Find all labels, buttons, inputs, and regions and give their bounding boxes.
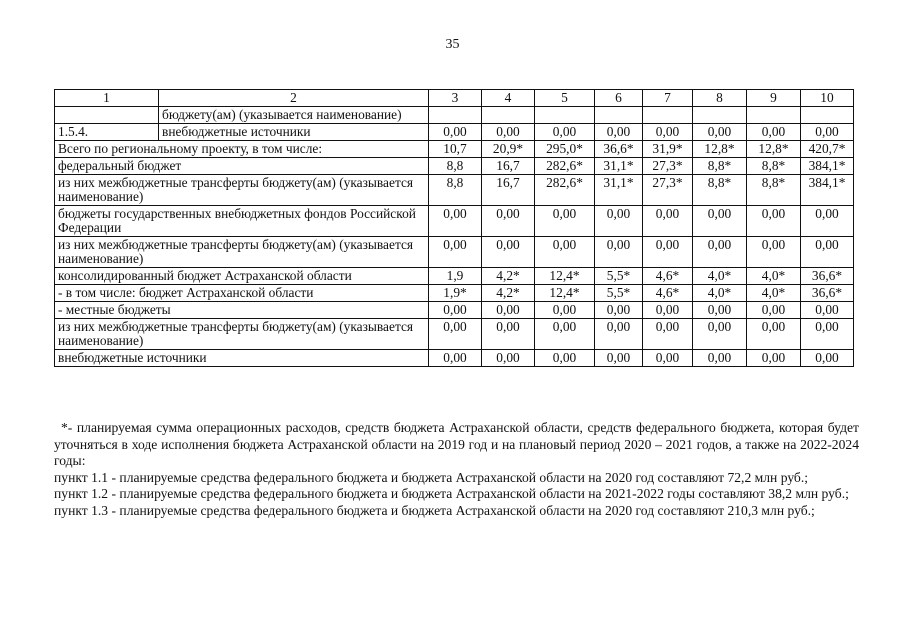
value-cell: 420,7*	[801, 141, 854, 158]
value-cell: 0,00	[747, 302, 801, 319]
value-cell: 384,1*	[801, 175, 854, 206]
row-label-cell: федеральный бюджет	[55, 158, 429, 175]
table-row	[55, 124, 854, 141]
row-label-cell: внебюджетные источники	[55, 350, 429, 367]
value-cell: 0,00	[482, 237, 535, 268]
value-cell: 4,2*	[482, 285, 535, 302]
value-cell: 4,6*	[643, 268, 693, 285]
value-cell: 0,00	[429, 124, 482, 141]
value-cell: 0,00	[801, 319, 854, 350]
value-cell	[643, 107, 693, 124]
row-label-cell: внебюджетные источники	[159, 124, 429, 141]
value-cell: 295,0*	[535, 141, 595, 158]
value-cell: 31,1*	[595, 175, 643, 206]
value-cell: 36,6*	[801, 268, 854, 285]
value-cell: 0,00	[747, 206, 801, 237]
value-cell: 12,4*	[535, 268, 595, 285]
header-cell: 1	[55, 90, 159, 107]
value-cell: 8,8	[429, 158, 482, 175]
value-cell: 0,00	[595, 350, 643, 367]
table-header-row	[55, 90, 854, 107]
value-cell: 0,00	[595, 124, 643, 141]
value-cell: 8,8*	[747, 158, 801, 175]
row-label-cell: бюджету(ам) (указывается наименование)	[159, 107, 429, 124]
value-cell: 0,00	[801, 302, 854, 319]
value-cell: 0,00	[535, 319, 595, 350]
header-cell: 10	[801, 90, 854, 107]
value-cell: 1,9*	[429, 285, 482, 302]
value-cell: 0,00	[535, 302, 595, 319]
row-label-cell: - в том числе: бюджет Астраханской области	[55, 285, 429, 302]
value-cell: 5,5*	[595, 285, 643, 302]
value-cell: 0,00	[801, 206, 854, 237]
value-cell	[595, 107, 643, 124]
value-cell: 282,6*	[535, 175, 595, 206]
value-cell: 0,00	[643, 206, 693, 237]
table-body	[55, 90, 854, 367]
value-cell: 0,00	[693, 206, 747, 237]
value-cell: 0,00	[693, 319, 747, 350]
table-row	[55, 206, 854, 237]
value-cell: 4,2*	[482, 268, 535, 285]
row-label-cell: из них межбюджетные трансферты бюджету(ам) (указывается наименование)	[55, 319, 429, 350]
value-cell: 16,7	[482, 175, 535, 206]
footnote-text: *- планируемая сумма операционных расходов, средств бюджета Астраханской области, средств федерального бюджета, которая будет уточняться в ходе исполнения бюджета Астраханской области на 2019 год и на плановый период 2020 – 2021 годов, а также на 2022-2024 годы:	[54, 420, 859, 468]
value-cell: 0,00	[535, 206, 595, 237]
value-cell: 0,00	[429, 206, 482, 237]
value-cell: 4,6*	[643, 285, 693, 302]
value-cell: 27,3*	[643, 175, 693, 206]
value-cell: 0,00	[482, 319, 535, 350]
value-cell: 4,0*	[693, 285, 747, 302]
value-cell: 0,00	[693, 302, 747, 319]
value-cell: 0,00	[643, 302, 693, 319]
value-cell: 0,00	[595, 319, 643, 350]
header-cell: 3	[429, 90, 482, 107]
table-row	[55, 158, 854, 175]
value-cell: 0,00	[693, 237, 747, 268]
value-cell: 0,00	[535, 237, 595, 268]
header-cell: 2	[159, 90, 429, 107]
value-cell: 0,00	[535, 350, 595, 367]
value-cell: 5,5*	[595, 268, 643, 285]
value-cell: 0,00	[535, 124, 595, 141]
value-cell: 282,6*	[535, 158, 595, 175]
value-cell: 0,00	[429, 350, 482, 367]
value-cell	[482, 107, 535, 124]
value-cell	[801, 107, 854, 124]
table-row	[55, 285, 854, 302]
value-cell: 31,1*	[595, 158, 643, 175]
header-cell: 7	[643, 90, 693, 107]
value-cell: 31,9*	[643, 141, 693, 158]
value-cell: 384,1*	[801, 158, 854, 175]
value-cell: 0,00	[801, 350, 854, 367]
value-cell: 8,8	[429, 175, 482, 206]
table-row	[55, 302, 854, 319]
value-cell: 0,00	[801, 124, 854, 141]
value-cell: 0,00	[429, 237, 482, 268]
header-cell: 6	[595, 90, 643, 107]
table-row	[55, 319, 854, 350]
row-label-cell: из них межбюджетные трансферты бюджету(ам) (указывается наименование)	[55, 237, 429, 268]
value-cell: 0,00	[747, 350, 801, 367]
value-cell: 0,00	[595, 237, 643, 268]
value-cell: 8,8*	[693, 158, 747, 175]
value-cell: 0,00	[429, 319, 482, 350]
value-cell: 0,00	[595, 302, 643, 319]
value-cell	[747, 107, 801, 124]
row-label-cell: бюджеты государственных внебюджетных фондов Российской Федерации	[55, 206, 429, 237]
value-cell: 0,00	[482, 206, 535, 237]
value-cell: 0,00	[643, 237, 693, 268]
value-cell: 4,0*	[747, 285, 801, 302]
header-cell: 4	[482, 90, 535, 107]
value-cell: 0,00	[482, 302, 535, 319]
value-cell: 8,8*	[747, 175, 801, 206]
footnote-item: пункт 1.2 - планируемые средства федерального бюджета и бюджета Астраханской области на 2021-2022 годы составляют 38,2 млн руб.;	[54, 486, 849, 501]
table-row	[55, 237, 854, 268]
row-label-cell: из них межбюджетные трансферты бюджету(ам) (указывается наименование)	[55, 175, 429, 206]
footnotes	[54, 420, 859, 519]
value-cell: 0,00	[643, 350, 693, 367]
value-cell: 0,00	[693, 124, 747, 141]
row-label-cell: Всего по региональному проекту, в том числе:	[55, 141, 429, 158]
value-cell: 8,8*	[693, 175, 747, 206]
value-cell: 4,0*	[693, 268, 747, 285]
page-number: 35	[445, 37, 460, 52]
value-cell: 36,6*	[595, 141, 643, 158]
value-cell: 1,9	[429, 268, 482, 285]
header-cell: 8	[693, 90, 747, 107]
value-cell: 0,00	[482, 350, 535, 367]
footnote-item: пункт 1.1 - планируемые средства федерального бюджета и бюджета Астраханской области на 2020 год составляют 72,2 млн руб.;	[54, 469, 809, 485]
table-row	[55, 107, 854, 124]
table-row	[55, 141, 854, 158]
value-cell	[535, 107, 595, 124]
table-row	[55, 175, 854, 206]
budget-table	[54, 89, 854, 367]
value-cell	[693, 107, 747, 124]
value-cell: 0,00	[693, 350, 747, 367]
value-cell: 10,7	[429, 141, 482, 158]
table-row	[55, 268, 854, 285]
value-cell: 0,00	[747, 124, 801, 141]
value-cell: 27,3*	[643, 158, 693, 175]
value-cell: 0,00	[482, 124, 535, 141]
table-row	[55, 350, 854, 367]
value-cell: 0,00	[429, 302, 482, 319]
header-cell: 9	[747, 90, 801, 107]
value-cell: 12,8*	[747, 141, 801, 158]
value-cell: 20,9*	[482, 141, 535, 158]
value-cell: 16,7	[482, 158, 535, 175]
value-cell: 0,00	[801, 237, 854, 268]
value-cell: 36,6*	[801, 285, 854, 302]
row-label-cell: консолидированный бюджет Астраханской области	[55, 268, 429, 285]
row-code-cell: 1.5.4.	[55, 124, 159, 141]
value-cell: 0,00	[747, 237, 801, 268]
row-code-cell	[55, 107, 159, 124]
row-label-cell: - местные бюджеты	[55, 302, 429, 319]
value-cell: 0,00	[747, 319, 801, 350]
value-cell: 12,8*	[693, 141, 747, 158]
footnote-item: пункт 1.3 - планируемые средства федерального бюджета и бюджета Астраханской области на 2020 год составляют 210,3 млн руб.;	[54, 502, 815, 518]
value-cell	[429, 107, 482, 124]
value-cell: 4,0*	[747, 268, 801, 285]
value-cell: 0,00	[643, 124, 693, 141]
value-cell: 0,00	[643, 319, 693, 350]
value-cell: 12,4*	[535, 285, 595, 302]
header-cell: 5	[535, 90, 595, 107]
value-cell: 0,00	[595, 206, 643, 237]
